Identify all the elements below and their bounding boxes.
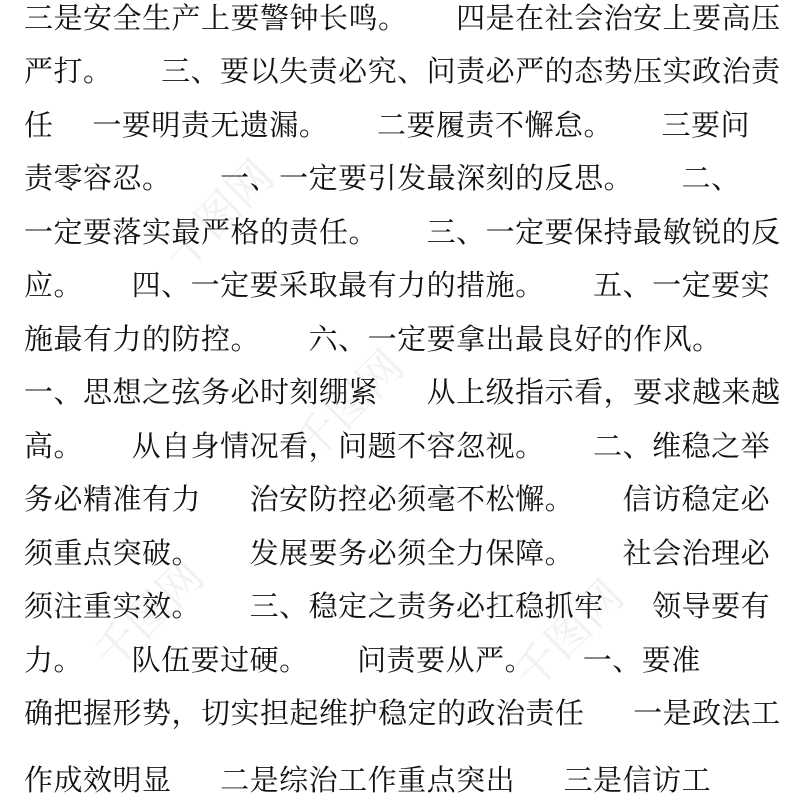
text-line-6: 应。 四、一定要采取最有力的措施。 五、一定要实 [24,268,771,302]
watermark: 千图网 [504,570,634,700]
text-line-11: 须重点突破。 发展要务必须全力保障。 社会治理必 [24,536,771,570]
text-line-2: 严打。 三、要以失责必究、问责必严的态势压实政治责 [24,54,781,88]
watermark: 千图网 [154,150,284,280]
watermark: 千图网 [84,550,214,680]
watermark: 千图网 [284,340,414,470]
text-line-14: 确把握形势，切实担起维护稳定的政治责任 一是政法工 [24,696,781,730]
text-line-15: 作成效明显 二是综治工作重点突出 三是信访工 [24,763,712,797]
text-line-3: 任 一要明责无遗漏。 二要履责不懈怠。 三要问 [24,108,751,142]
text-line-13: 力。 队伍要过硬。 问责要从严。 一、要准 [24,643,701,677]
text-line-9: 高。 从自身情况看，问题不容忽视。 二、维稳之举 [24,429,771,463]
text-line-12: 须注重实效。 三、稳定之责务必扛稳抓牢 领导要有 [24,589,771,623]
text-line-7: 施最有力的防控。 六、一定要拿出最良好的作风。 [24,322,722,356]
text-line-1: 三是安全生产上要警钟长鸣。 四是在社会治安上要高压 [24,1,781,35]
text-line-4: 责零容忍。 一、一定要引发最深刻的反思。 二、 [24,161,741,195]
text-line-5: 一定要落实最严格的责任。 三、一定要保持最敏锐的反 [24,215,781,249]
text-line-8: 一、思想之弦务必时刻绷紧 从上级指示看，要求越来越 [24,375,781,409]
text-line-10: 务必精准有力 治安防控必须毫不松懈。 信访稳定必 [24,482,771,516]
